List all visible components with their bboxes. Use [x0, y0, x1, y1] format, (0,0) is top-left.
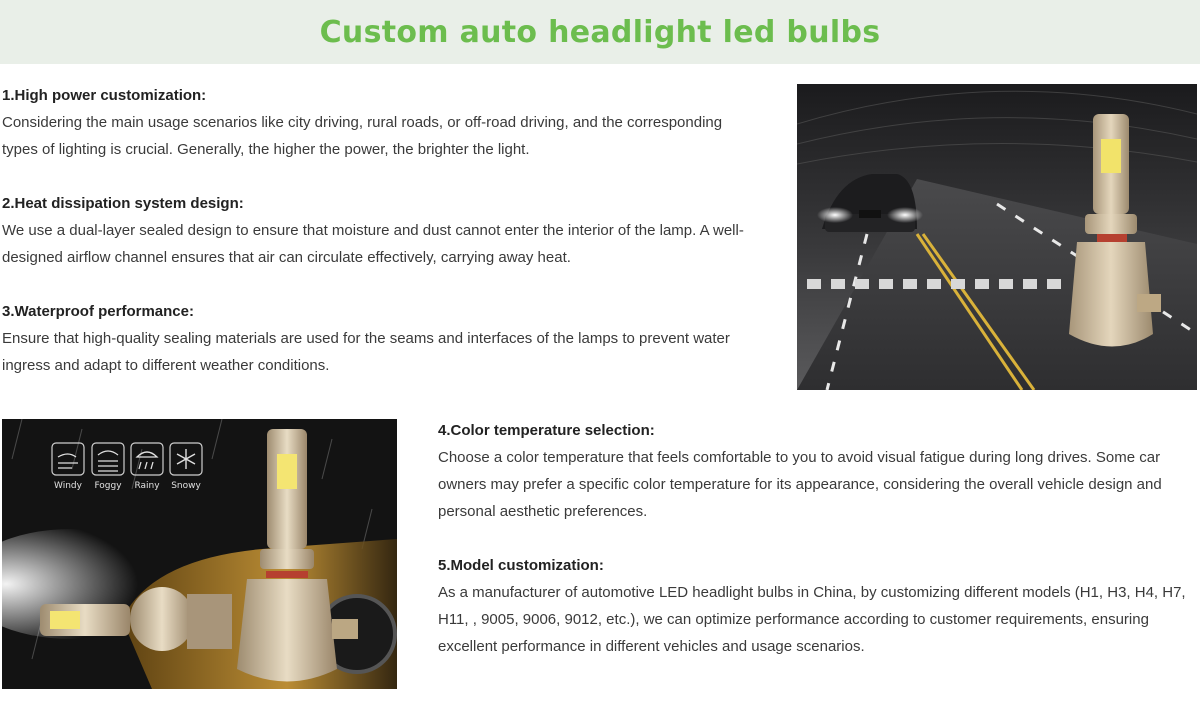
section-heading: 5.Model customization:: [438, 557, 604, 574]
section-heading: 3.Waterproof performance:: [2, 303, 194, 320]
section-color-temperature: [438, 417, 1193, 525]
weather-label-snowy: Snowy: [171, 481, 201, 491]
left-text-column: [2, 82, 772, 406]
section-waterproof: [2, 298, 772, 379]
section-line: types of lighting is crucial. Generally, the higher the power, the brighter the light.: [2, 141, 530, 158]
section-line: personal aesthetic preferences.: [438, 503, 648, 520]
weather-label-foggy: Foggy: [94, 481, 122, 491]
section-line: designed airflow channel ensures that air can circulate effectively, carrying away heat.: [2, 249, 571, 266]
road-night-photo: [797, 84, 1197, 390]
section-line: ingress and adapt to different weather conditions.: [2, 357, 330, 374]
page-title: Custom auto headlight led bulbs: [319, 14, 881, 50]
section-heat-dissipation: [2, 190, 772, 271]
right-text-column: [438, 417, 1193, 687]
section-line: Choose a color temperature that feels comfortable to you to avoid visual fatigue during long drives. Some car: [438, 449, 1161, 466]
section-line: Ensure that high-quality sealing materials are used for the seams and interfaces of the lamps to prevent water: [2, 330, 730, 347]
section-high-power: [2, 82, 772, 163]
section-line: owners may prefer a specific color temperature for its appearance, considering the overall vehicle design and: [438, 476, 1162, 493]
section-heading: 2.Heat dissipation system design:: [2, 195, 244, 212]
weather-label-rainy: Rainy: [134, 481, 160, 491]
section-heading: 4.Color temperature selection:: [438, 422, 655, 439]
weather-label-windy: Windy: [54, 481, 82, 491]
section-line: excellent performance in different vehicles and usage scenarios.: [438, 638, 865, 655]
page-header: [0, 0, 1200, 64]
section-line: We use a dual-layer sealed design to ensure that moisture and dust cannot enter the interior of the lamp. A well-: [2, 222, 744, 239]
weather-bulb-photo: [2, 419, 397, 689]
section-line: Considering the main usage scenarios like city driving, rural roads, or off-road driving, and the corresponding: [2, 114, 723, 131]
section-line: H11, , 9005, 9006, 9012, etc.), we can optimize performance according to customer requirements, ensuring: [438, 611, 1149, 628]
section-line: As a manufacturer of automotive LED headlight bulbs in China, by customizing different models (H1, H3, H4, H7,: [438, 584, 1186, 601]
section-heading: 1.High power customization:: [2, 87, 207, 104]
section-model-customization: [438, 552, 1193, 660]
